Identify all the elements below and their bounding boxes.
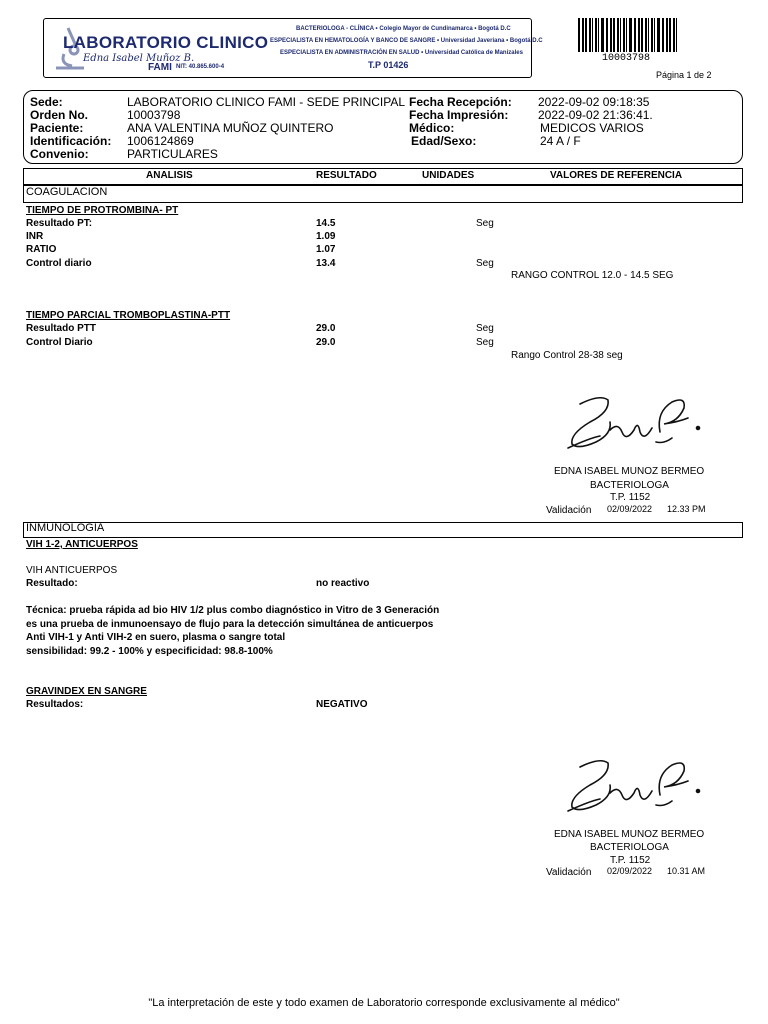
barcode-bar xyxy=(592,18,593,52)
table-row-value: 14.5 xyxy=(316,218,336,229)
table-row-label: Control diario xyxy=(26,258,92,269)
vih-title: VIH 1-2, ANTICUERPOS xyxy=(26,539,138,550)
vih-result-value: no reactivo xyxy=(316,578,370,589)
barcode-bar xyxy=(641,18,643,52)
tecnica-line: es una prueba de inmunoensayo de flujo para la detección simultánea de anticuerpos xyxy=(26,619,434,630)
ptt-reference: Rango Control 28-38 seg xyxy=(511,350,623,361)
impresion-label: Fecha Impresión: xyxy=(409,108,509,122)
ptt-title: TIEMPO PARCIAL TROMBOPLASTINA-PTT xyxy=(26,310,231,321)
barcode-bar xyxy=(620,18,621,52)
paciente-label: Paciente: xyxy=(30,121,84,135)
barcode-bar xyxy=(617,18,619,52)
convenio-label: Convenio: xyxy=(30,147,89,161)
table-row-label: Control Diario xyxy=(26,337,93,348)
barcode-bar xyxy=(634,18,636,52)
paciente-value: ANA VALENTINA MUÑOZ QUINTERO xyxy=(127,121,334,135)
lab-nit: NIT: 40.865.600-4 xyxy=(176,64,225,70)
barcode-bar xyxy=(654,18,655,52)
barcode-bar xyxy=(595,18,597,52)
lab-title: LABORATORIO CLINICO xyxy=(63,33,269,52)
barcode-number: 10003798 xyxy=(602,53,651,64)
lab-tp: T.P 01426 xyxy=(368,60,409,70)
barcode-bar xyxy=(606,18,608,52)
sede-label: Sede: xyxy=(30,95,63,109)
lab-fami: FAMI xyxy=(148,62,172,73)
barcode-bar xyxy=(613,18,615,52)
barcode-bar xyxy=(610,18,612,52)
table-row-value: 1.07 xyxy=(316,244,336,255)
barcode-bar xyxy=(651,18,653,52)
barcode-bar xyxy=(666,18,668,52)
table-row-value: 29.0 xyxy=(316,323,336,334)
barcode-bar xyxy=(669,18,671,52)
table-row-value: 13.4 xyxy=(316,258,336,269)
barcode-bar xyxy=(582,18,584,52)
credential-line-1: BACTERIOLOGA - CLÍNICA • Colegio Mayor de Cundinamarca • Bogotá D.C xyxy=(296,26,511,32)
barcode-bar xyxy=(598,18,599,52)
barcode-bar xyxy=(629,18,632,52)
barcode-bar xyxy=(626,18,627,52)
table-row-unit: Seg xyxy=(476,337,494,348)
impresion-value: 2022-09-02 21:36:41. xyxy=(538,108,653,122)
table-row-unit: Seg xyxy=(476,218,494,229)
section-inmunologia-title: INMUNOLOGIA xyxy=(26,522,105,534)
validation-label: Validación xyxy=(546,867,592,878)
credential-line-3: ESPECIALISTA EN ADMINISTRACIÓN EN SALUD • Universidad Católica de Manizales xyxy=(280,50,523,56)
table-row-label: INR xyxy=(26,231,44,242)
page-number: Página 1 de 2 xyxy=(656,70,712,80)
barcode-bar xyxy=(638,18,640,52)
medico-value: MEDICOS VARIOS xyxy=(540,121,644,135)
convenio-value: PARTICULARES xyxy=(127,147,218,161)
pt-reference: RANGO CONTROL 12.0 - 14.5 SEG xyxy=(511,270,674,281)
signer-tp: T.P. 1152 xyxy=(610,855,651,866)
lab-owner-script: Edna Isabel Muñoz B. xyxy=(83,53,195,64)
barcode-bar xyxy=(645,18,647,52)
table-row-value: 29.0 xyxy=(316,337,336,348)
orden-label: Orden No. xyxy=(30,108,89,122)
table-row-unit: Seg xyxy=(476,258,494,269)
barcode-bar xyxy=(673,18,675,52)
section-coagulacion-box xyxy=(23,185,743,203)
orden-value: 10003798 xyxy=(127,108,181,122)
signer-role: BACTERIOLOGA xyxy=(590,842,669,853)
sede-value: LABORATORIO CLINICO FAMI - SEDE PRINCIPAL xyxy=(127,95,406,109)
vih-subtitle: VIH ANTICUERPOS xyxy=(26,565,118,576)
barcode-bar xyxy=(657,18,660,52)
signer-role: BACTERIOLOGA xyxy=(590,480,669,491)
barcode-bar xyxy=(578,18,580,52)
signer-name: EDNA ISABEL MUNOZ BERMEO xyxy=(554,829,705,840)
table-row-unit: Seg xyxy=(476,323,494,334)
section-coagulacion-title: COAGULACION xyxy=(26,186,108,198)
validation-time: 12.33 PM xyxy=(667,504,706,514)
ident-label: Identificación: xyxy=(30,134,112,148)
barcode-bar xyxy=(585,18,587,52)
table-row-value: 1.09 xyxy=(316,231,336,242)
gravindex-value: NEGATIVO xyxy=(316,699,368,710)
barcode xyxy=(578,18,680,52)
validation-date: 02/09/2022 xyxy=(607,504,653,514)
barcode-bar xyxy=(589,18,591,52)
tecnica-line: sensibilidad: 99.2 - 100% y especificidad: 98.8-100% xyxy=(26,646,273,657)
tecnica-line: Anti VIH-1 y Anti VIH-2 en suero, plasma o sangre total xyxy=(26,632,286,643)
medico-label: Médico: xyxy=(409,121,455,135)
col-resultado: RESULTADO xyxy=(316,170,377,181)
barcode-bar xyxy=(623,18,625,52)
col-analisis: ANALISIS xyxy=(146,170,193,181)
gravindex-title: GRAVINDEX EN SANGRE xyxy=(26,686,147,697)
ident-value: 1006124869 xyxy=(127,134,194,148)
col-referencia: VALORES DE REFERENCIA xyxy=(550,170,683,181)
signer-tp: T.P. 1152 xyxy=(610,492,651,503)
vih-result-label: Resultado: xyxy=(26,578,78,589)
section-inmunologia-box xyxy=(23,522,743,538)
barcode-bar xyxy=(676,18,677,52)
recepcion-label: Fecha Recepción: xyxy=(409,95,512,109)
footer-disclaimer: "La interpretación de este y todo examen de Laboratorio corresponde exclusivamente al médico" xyxy=(148,997,620,1009)
validation-time: 10.31 AM xyxy=(667,866,706,876)
gravindex-label: Resultados: xyxy=(26,699,84,710)
barcode-bar xyxy=(662,18,664,52)
table-row-label: RATIO xyxy=(26,244,57,255)
validation-label: Validación xyxy=(546,505,592,516)
signer-name: EDNA ISABEL MUNOZ BERMEO xyxy=(554,466,705,477)
col-unidades: UNIDADES xyxy=(422,170,475,181)
validation-date: 02/09/2022 xyxy=(607,866,653,876)
pt-title: TIEMPO DE PROTROMBINA- PT xyxy=(26,205,179,216)
recepcion-value: 2022-09-02 09:18:35 xyxy=(538,95,650,109)
signature-image xyxy=(560,755,710,815)
table-row-label: Resultado PTT xyxy=(26,323,97,334)
barcode-bar xyxy=(601,18,604,52)
edad-value: 24 A / F xyxy=(540,134,581,148)
credential-line-2: ESPECIALISTA EN HEMATOLOGÍA Y BANCO DE SANGRE • Universidad Javeriana • Bogotá D.C xyxy=(270,38,543,44)
table-row-label: Resultado PT: xyxy=(26,218,93,229)
barcode-bar xyxy=(648,18,649,52)
signature-image xyxy=(560,392,710,452)
edad-label: Edad/Sexo: xyxy=(411,134,477,148)
tecnica-line: Técnica: prueba rápida ad bio HIV 1/2 plus combo diagnóstico in Vitro de 3 Generación xyxy=(26,605,440,616)
